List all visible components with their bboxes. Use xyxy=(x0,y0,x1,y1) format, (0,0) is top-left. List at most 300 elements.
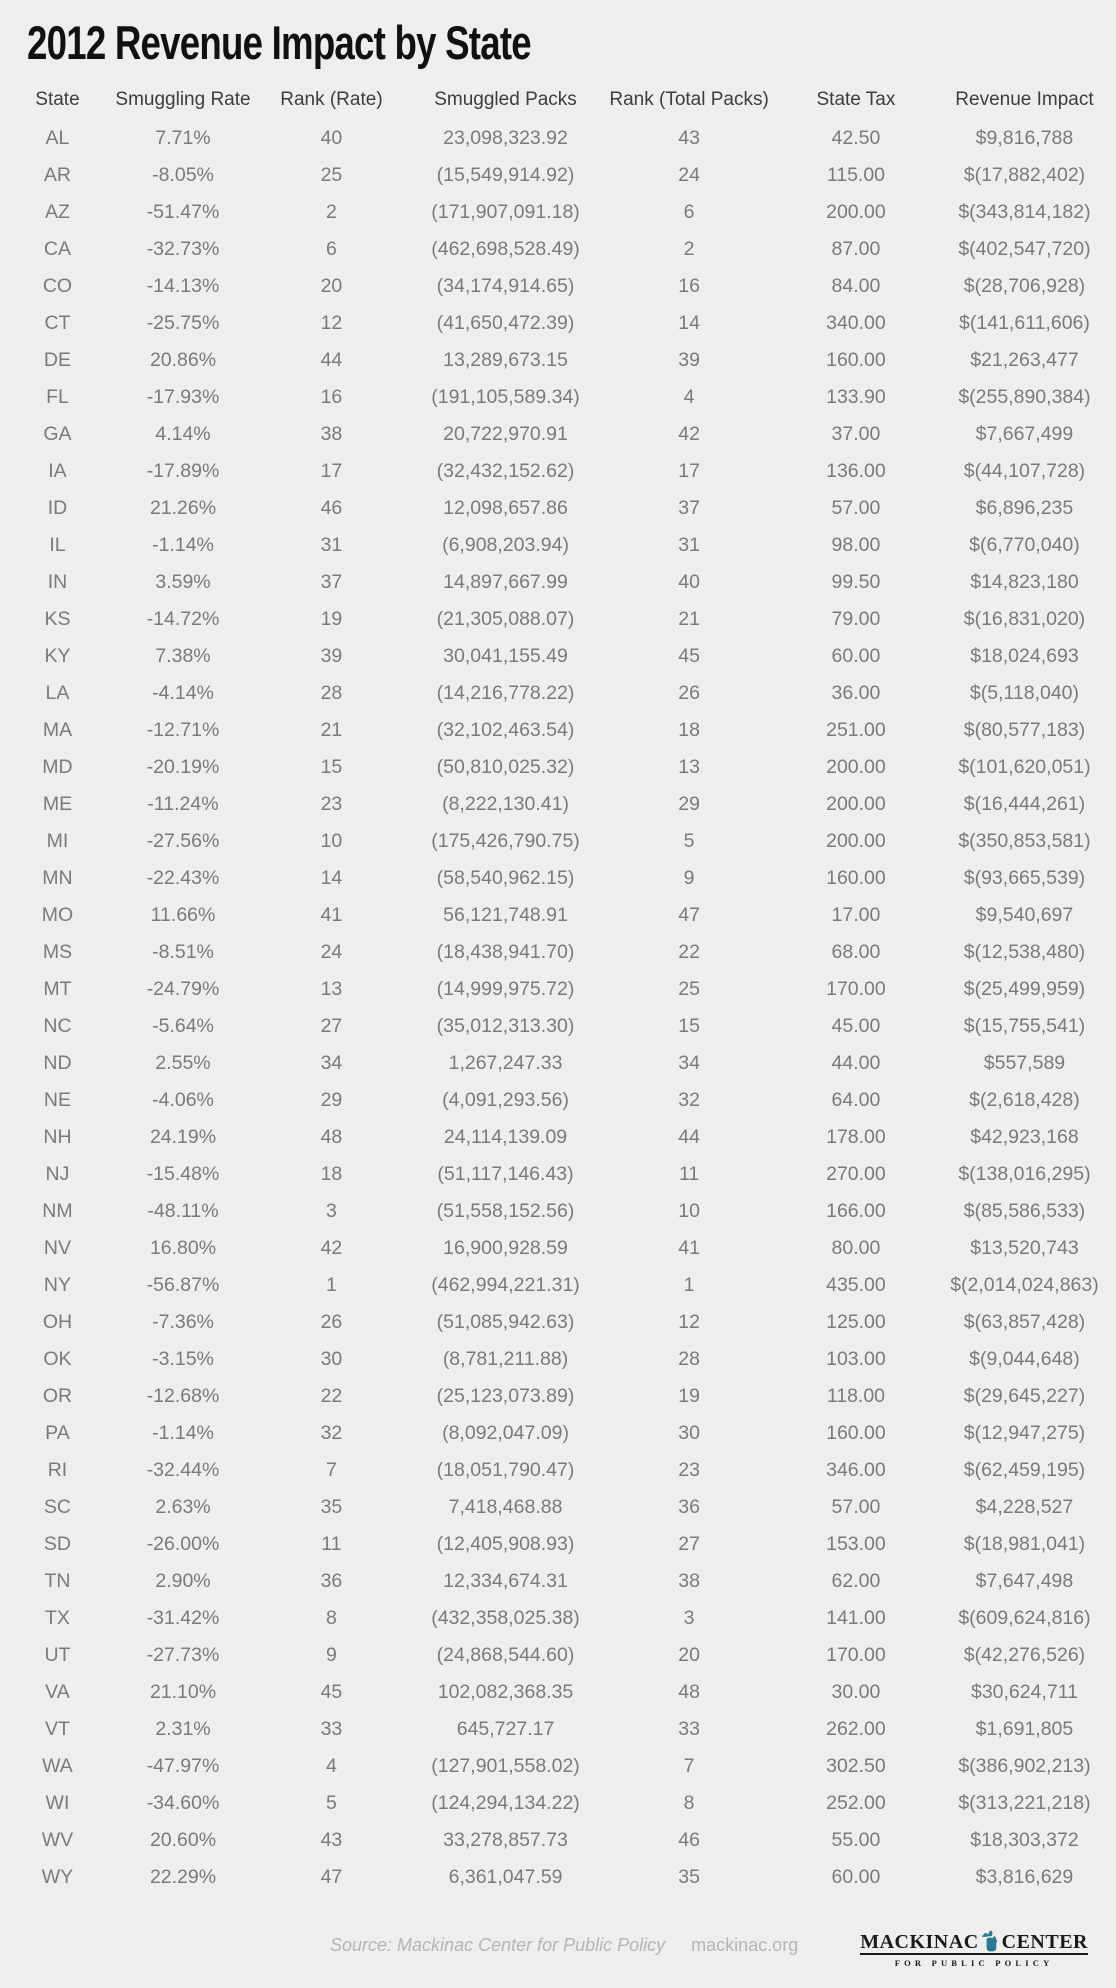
table-row xyxy=(0,786,1116,823)
cell-rank-total-packs: 28 xyxy=(678,1348,700,1370)
table-row xyxy=(0,1674,1116,1711)
cell-rank-total-packs: 10 xyxy=(678,1200,700,1222)
cell-smuggled-packs: 7,418,468.88 xyxy=(448,1496,563,1518)
cell-smuggling-rate: -32.73% xyxy=(146,238,220,260)
cell-smuggled-packs: 24,114,139.09 xyxy=(443,1126,568,1148)
cell-smuggled-packs: (14,216,778.22) xyxy=(436,682,575,704)
cell-rank-rate: 35 xyxy=(320,1496,343,1518)
cell-rank-rate: 45 xyxy=(320,1681,343,1703)
cell-state: IN xyxy=(47,571,68,593)
cell-rank-total-packs: 27 xyxy=(678,1533,700,1555)
table-row xyxy=(0,1859,1116,1896)
cell-state-tax: 200.00 xyxy=(826,830,886,852)
table-row xyxy=(0,527,1116,564)
cell-smuggled-packs: (462,994,221.31) xyxy=(431,1274,580,1296)
cell-rank-rate: 21 xyxy=(320,719,343,741)
cell-smuggled-packs: 1,267,247.33 xyxy=(448,1052,563,1074)
cell-rank-total-packs: 14 xyxy=(678,312,700,334)
cell-state-tax: 118.00 xyxy=(826,1385,886,1407)
cell-smuggling-rate: -8.51% xyxy=(152,941,214,963)
cell-revenue-impact: $(5,118,040) xyxy=(969,682,1080,704)
cell-smuggled-packs: (25,123,073.89) xyxy=(436,1385,575,1407)
cell-revenue-impact: $13,520,743 xyxy=(970,1237,1079,1259)
column-header-state-tax: State Tax xyxy=(816,89,896,110)
cell-smuggled-packs: 14,897,667.99 xyxy=(443,571,568,593)
cell-rank-total-packs: 26 xyxy=(678,682,700,704)
cell-state: MA xyxy=(42,719,73,741)
table-row xyxy=(0,712,1116,749)
cell-state-tax: 200.00 xyxy=(826,201,886,223)
cell-state: TX xyxy=(45,1607,70,1629)
cell-smuggled-packs: (191,105,589.34) xyxy=(431,386,580,408)
cell-smuggling-rate: -12.68% xyxy=(146,1385,220,1407)
cell-state-tax: 60.00 xyxy=(831,1866,881,1888)
cell-smuggling-rate: -12.71% xyxy=(146,719,220,741)
cell-smuggled-packs: (41,650,472.39) xyxy=(436,312,575,334)
cell-revenue-impact: $(9,044,648) xyxy=(969,1348,1080,1370)
cell-smuggled-packs: 20,722,970.91 xyxy=(443,423,568,445)
cell-rank-total-packs: 37 xyxy=(678,497,700,519)
cell-rank-total-packs: 16 xyxy=(678,275,700,297)
cell-smuggled-packs: 33,278,857.73 xyxy=(443,1829,568,1851)
cell-rank-rate: 16 xyxy=(320,386,343,408)
cell-smuggled-packs: 23,098,323.92 xyxy=(443,127,568,149)
cell-state-tax: 153.00 xyxy=(826,1533,886,1555)
cell-revenue-impact: $(12,538,480) xyxy=(963,941,1086,963)
cell-state: MI xyxy=(46,830,69,852)
cell-smuggled-packs: 6,361,047.59 xyxy=(448,1866,563,1888)
cell-state-tax: 64.00 xyxy=(831,1089,881,1111)
michigan-state-icon xyxy=(980,1928,1001,1958)
table-row xyxy=(0,1822,1116,1859)
cell-state-tax: 17.00 xyxy=(831,904,881,926)
cell-state: FL xyxy=(46,386,69,408)
cell-state-tax: 251.00 xyxy=(826,719,886,741)
cell-state-tax: 55.00 xyxy=(831,1829,881,1851)
cell-rank-total-packs: 22 xyxy=(678,941,700,963)
cell-smuggling-rate: -17.89% xyxy=(146,460,220,482)
cell-state-tax: 435.00 xyxy=(826,1274,886,1296)
cell-smuggled-packs: (50,810,025.32) xyxy=(436,756,575,778)
cell-rank-rate: 9 xyxy=(326,1644,337,1666)
cell-rank-total-packs: 35 xyxy=(678,1866,700,1888)
cell-state-tax: 340.00 xyxy=(826,312,886,334)
revenue-impact-table xyxy=(0,80,1116,1896)
table-row xyxy=(0,1193,1116,1230)
table-row xyxy=(0,971,1116,1008)
cell-smuggled-packs: (171,907,091.18) xyxy=(431,201,580,223)
table-row xyxy=(0,1452,1116,1489)
cell-smuggling-rate: 7.38% xyxy=(155,645,211,667)
cell-state: WI xyxy=(45,1792,70,1814)
cell-revenue-impact: $(25,499,959) xyxy=(963,978,1086,1000)
cell-rank-rate: 33 xyxy=(320,1718,343,1740)
cell-rank-total-packs: 42 xyxy=(678,423,700,445)
cell-smuggled-packs: (124,294,134.22) xyxy=(431,1792,580,1814)
cell-smuggling-rate: -14.13% xyxy=(146,275,220,297)
cell-revenue-impact: $(101,620,051) xyxy=(958,756,1091,778)
table-row xyxy=(0,305,1116,342)
cell-state-tax: 68.00 xyxy=(831,941,881,963)
table-row xyxy=(0,1748,1116,1785)
cell-revenue-impact: $9,816,788 xyxy=(975,127,1074,149)
cell-smuggled-packs: (58,540,962.15) xyxy=(436,867,575,889)
cell-state-tax: 270.00 xyxy=(826,1163,886,1185)
cell-smuggling-rate: -51.47% xyxy=(146,201,220,223)
table-row xyxy=(0,268,1116,305)
table-row xyxy=(0,860,1116,897)
cell-state: PA xyxy=(45,1422,70,1444)
table-row xyxy=(0,1563,1116,1600)
cell-state: GA xyxy=(43,423,72,445)
cell-state: KY xyxy=(44,645,71,667)
cell-revenue-impact: $(28,706,928) xyxy=(963,275,1086,297)
cell-rank-total-packs: 34 xyxy=(678,1052,700,1074)
cell-smuggled-packs: 645,727.17 xyxy=(456,1718,555,1740)
cell-state: NY xyxy=(43,1274,72,1296)
cell-smuggled-packs: (14,999,975.72) xyxy=(436,978,575,1000)
cell-state-tax: 30.00 xyxy=(831,1681,881,1703)
cell-state: UT xyxy=(44,1644,71,1666)
source-credit: Source: Mackinac Center for Public Policy xyxy=(330,1934,666,1955)
cell-rank-total-packs: 2 xyxy=(683,238,695,260)
table-row xyxy=(0,1267,1116,1304)
table-row xyxy=(0,416,1116,453)
cell-state: WY xyxy=(41,1866,74,1888)
cell-smuggling-rate: 2.90% xyxy=(155,1570,211,1592)
cell-state-tax: 125.00 xyxy=(826,1311,886,1333)
cell-rank-rate: 22 xyxy=(320,1385,343,1407)
table-row xyxy=(0,823,1116,860)
cell-rank-rate: 29 xyxy=(320,1089,343,1111)
cell-rank-total-packs: 32 xyxy=(678,1089,700,1111)
table-row xyxy=(0,638,1116,675)
cell-rank-total-packs: 5 xyxy=(683,830,695,852)
cell-state: OK xyxy=(43,1348,72,1370)
cell-revenue-impact: $(402,547,720) xyxy=(958,238,1091,260)
cell-rank-rate: 39 xyxy=(320,645,343,667)
cell-smuggling-rate: 20.86% xyxy=(149,349,217,371)
cell-revenue-impact: $(29,645,227) xyxy=(963,1385,1086,1407)
cell-rank-rate: 38 xyxy=(320,423,343,445)
cell-state-tax: 170.00 xyxy=(826,1644,886,1666)
cell-revenue-impact: $(2,014,024,863) xyxy=(950,1274,1099,1296)
cell-rank-total-packs: 41 xyxy=(678,1237,700,1259)
cell-smuggling-rate: 7.71% xyxy=(155,127,211,149)
cell-state: RI xyxy=(47,1459,68,1481)
cell-state: KS xyxy=(44,608,71,630)
cell-revenue-impact: $(255,890,384) xyxy=(958,386,1091,408)
column-header-rank-total-packs: Rank (Total Packs) xyxy=(609,89,769,110)
cell-state-tax: 84.00 xyxy=(831,275,881,297)
cell-rank-total-packs: 12 xyxy=(678,1311,700,1333)
cell-rank-rate: 47 xyxy=(320,1866,343,1888)
cell-rank-total-packs: 6 xyxy=(683,201,695,223)
cell-revenue-impact: $(16,444,261) xyxy=(963,793,1086,815)
cell-rank-total-packs: 31 xyxy=(678,534,700,556)
cell-state: NH xyxy=(43,1126,72,1148)
cell-rank-total-packs: 21 xyxy=(678,608,700,630)
cell-state: LA xyxy=(45,682,70,704)
cell-state-tax: 178.00 xyxy=(826,1126,886,1148)
footer xyxy=(0,1922,1116,1968)
cell-state-tax: 42.50 xyxy=(831,127,881,149)
table-row xyxy=(0,564,1116,601)
cell-state: MN xyxy=(42,867,73,889)
cell-smuggled-packs: 12,098,657.86 xyxy=(443,497,568,519)
cell-smuggled-packs: (51,558,152.56) xyxy=(436,1200,575,1222)
cell-rank-total-packs: 47 xyxy=(678,904,700,926)
cell-smuggled-packs: (4,091,293.56) xyxy=(442,1089,569,1111)
cell-rank-rate: 27 xyxy=(320,1015,343,1037)
cell-smuggling-rate: 3.59% xyxy=(155,571,211,593)
cell-rank-rate: 20 xyxy=(320,275,343,297)
cell-state: VT xyxy=(45,1718,70,1740)
cell-smuggling-rate: -56.87% xyxy=(146,1274,220,1296)
table-row xyxy=(0,379,1116,416)
cell-state-tax: 170.00 xyxy=(826,978,886,1000)
cell-smuggled-packs: 16,900,928.59 xyxy=(443,1237,568,1259)
cell-state: SD xyxy=(43,1533,72,1555)
cell-revenue-impact: $21,263,477 xyxy=(970,349,1079,371)
cell-state-tax: 60.00 xyxy=(831,645,881,667)
cell-rank-total-packs: 40 xyxy=(678,571,700,593)
cell-revenue-impact: $18,303,372 xyxy=(970,1829,1079,1851)
cell-rank-total-packs: 18 xyxy=(678,719,700,741)
cell-state: ME xyxy=(42,793,73,815)
cell-state-tax: 57.00 xyxy=(831,1496,881,1518)
cell-state-tax: 252.00 xyxy=(826,1792,886,1814)
cell-rank-rate: 23 xyxy=(320,793,343,815)
cell-state: WV xyxy=(41,1829,74,1851)
cell-rank-rate: 18 xyxy=(320,1163,343,1185)
cell-state-tax: 346.00 xyxy=(826,1459,886,1481)
cell-rank-total-packs: 23 xyxy=(678,1459,700,1481)
cell-state-tax: 79.00 xyxy=(831,608,881,630)
cell-state: CT xyxy=(44,312,71,334)
table-row xyxy=(0,1045,1116,1082)
cell-rank-total-packs: 25 xyxy=(678,978,700,1000)
cell-revenue-impact: $(2,618,428) xyxy=(969,1089,1080,1111)
cell-state-tax: 57.00 xyxy=(831,497,881,519)
cell-rank-total-packs: 48 xyxy=(678,1681,700,1703)
cell-smuggled-packs: 13,289,673.15 xyxy=(443,349,568,371)
cell-revenue-impact: $(80,577,183) xyxy=(963,719,1086,741)
cell-rank-rate: 24 xyxy=(320,941,343,963)
cell-revenue-impact: $4,228,527 xyxy=(975,1496,1074,1518)
cell-revenue-impact: $14,823,180 xyxy=(970,571,1079,593)
cell-smuggling-rate: -25.75% xyxy=(146,312,220,334)
cell-smuggling-rate: 11.66% xyxy=(150,904,216,926)
cell-rank-total-packs: 19 xyxy=(678,1385,700,1407)
cell-rank-total-packs: 13 xyxy=(678,756,700,778)
cell-revenue-impact: $557,589 xyxy=(983,1052,1066,1074)
cell-state-tax: 302.50 xyxy=(826,1755,886,1777)
cell-state-tax: 262.00 xyxy=(826,1718,886,1740)
cell-revenue-impact: $6,896,235 xyxy=(975,497,1074,519)
table-row xyxy=(0,1600,1116,1637)
cell-rank-rate: 41 xyxy=(320,904,343,926)
cell-rank-rate: 3 xyxy=(326,1200,337,1222)
cell-revenue-impact: $(16,831,020) xyxy=(963,608,1086,630)
cell-rank-rate: 26 xyxy=(320,1311,343,1333)
cell-revenue-impact: $1,691,805 xyxy=(975,1718,1074,1740)
table-row xyxy=(0,453,1116,490)
cell-rank-total-packs: 4 xyxy=(683,386,695,408)
cell-state-tax: 160.00 xyxy=(826,349,886,371)
table-row xyxy=(0,342,1116,379)
cell-smuggling-rate: -24.79% xyxy=(146,978,220,1000)
cell-rank-total-packs: 7 xyxy=(683,1755,695,1777)
cell-rank-total-packs: 9 xyxy=(683,867,695,889)
cell-smuggled-packs: (32,432,152.62) xyxy=(436,460,575,482)
cell-state-tax: 87.00 xyxy=(831,238,881,260)
cell-state: NE xyxy=(43,1089,72,1111)
cell-smuggling-rate: 16.80% xyxy=(149,1237,217,1259)
cell-smuggling-rate: 21.10% xyxy=(149,1681,217,1703)
cell-rank-rate: 40 xyxy=(320,127,343,149)
column-header-rank-rate: Rank (Rate) xyxy=(280,89,383,110)
cell-smuggling-rate: -22.43% xyxy=(146,867,220,889)
cell-rank-total-packs: 38 xyxy=(678,1570,700,1592)
cell-rank-rate: 1 xyxy=(326,1274,337,1296)
cell-rank-total-packs: 43 xyxy=(678,127,700,149)
table-row xyxy=(0,1119,1116,1156)
cell-smuggled-packs: (18,051,790.47) xyxy=(436,1459,575,1481)
cell-smuggled-packs: (34,174,914.65) xyxy=(436,275,575,297)
mackinac-center-logo[interactable] xyxy=(860,1922,1088,1968)
cell-state: AR xyxy=(43,164,72,186)
cell-state-tax: 115.00 xyxy=(826,164,886,186)
cell-smuggling-rate: -14.72% xyxy=(146,608,220,630)
cell-rank-total-packs: 30 xyxy=(678,1422,700,1444)
cell-rank-rate: 10 xyxy=(320,830,343,852)
cell-smuggled-packs: (24,868,544.60) xyxy=(436,1644,575,1666)
column-header-revenue-impact: Revenue Impact xyxy=(955,89,1094,110)
cell-state-tax: 36.00 xyxy=(831,682,881,704)
cell-state: IA xyxy=(48,460,67,482)
cell-smuggling-rate: -1.14% xyxy=(152,1422,214,1444)
cell-revenue-impact: $30,624,711 xyxy=(970,1681,1078,1703)
cell-revenue-impact: $3,816,629 xyxy=(975,1866,1074,1888)
cell-smuggling-rate: -27.73% xyxy=(146,1644,220,1666)
cell-rank-rate: 46 xyxy=(320,497,343,519)
table-body xyxy=(0,120,1116,1896)
table-row xyxy=(0,601,1116,638)
cell-smuggled-packs: (12,405,908.93) xyxy=(436,1533,575,1555)
cell-rank-rate: 4 xyxy=(326,1755,337,1777)
cell-smuggled-packs: (51,085,942.63) xyxy=(436,1311,575,1333)
table-row xyxy=(0,1415,1116,1452)
cell-revenue-impact: $(93,665,539) xyxy=(963,867,1086,889)
cell-smuggling-rate: -34.60% xyxy=(146,1792,220,1814)
cell-revenue-impact: $(15,755,541) xyxy=(963,1015,1086,1037)
cell-rank-total-packs: 3 xyxy=(683,1607,695,1629)
cell-revenue-impact: $(141,611,606) xyxy=(959,312,1090,334)
cell-state: CO xyxy=(42,275,73,297)
cell-revenue-impact: $7,667,499 xyxy=(975,423,1074,445)
cell-rank-rate: 28 xyxy=(320,682,343,704)
cell-state: NM xyxy=(42,1200,73,1222)
cell-smuggling-rate: 24.19% xyxy=(149,1126,217,1148)
cell-smuggled-packs: (51,117,146.43) xyxy=(437,1163,574,1185)
table-row xyxy=(0,1156,1116,1193)
cell-smuggled-packs: (462,698,528.49) xyxy=(431,238,580,260)
cell-state: ND xyxy=(43,1052,72,1074)
table-row xyxy=(0,897,1116,934)
cell-rank-rate: 11 xyxy=(321,1533,342,1555)
cell-rank-total-packs: 39 xyxy=(678,349,700,371)
cell-state: MS xyxy=(42,941,73,963)
cell-rank-rate: 48 xyxy=(320,1126,343,1148)
cell-state-tax: 136.00 xyxy=(826,460,886,482)
cell-rank-total-packs: 44 xyxy=(678,1126,700,1148)
cell-rank-rate: 6 xyxy=(326,238,337,260)
table-row xyxy=(0,194,1116,231)
cell-rank-rate: 17 xyxy=(320,460,343,482)
table-row xyxy=(0,231,1116,268)
cell-revenue-impact: $(350,853,581) xyxy=(958,830,1091,852)
cell-state-tax: 44.00 xyxy=(831,1052,881,1074)
cell-smuggling-rate: -8.05% xyxy=(152,164,214,186)
cell-smuggling-rate: -27.56% xyxy=(146,830,220,852)
cell-revenue-impact: $(44,107,728) xyxy=(963,460,1086,482)
cell-smuggled-packs: (32,102,463.54) xyxy=(436,719,575,741)
cell-state: NC xyxy=(43,1015,72,1037)
cell-smuggling-rate: 22.29% xyxy=(149,1866,217,1888)
cell-smuggled-packs: 56,121,748.91 xyxy=(443,904,568,926)
cell-state: TN xyxy=(44,1570,71,1592)
cell-rank-rate: 14 xyxy=(320,867,343,889)
cell-rank-rate: 12 xyxy=(320,312,343,334)
page-title xyxy=(0,0,1116,70)
cell-rank-rate: 36 xyxy=(320,1570,343,1592)
cell-state-tax: 103.00 xyxy=(826,1348,886,1370)
cell-state-tax: 98.00 xyxy=(831,534,881,556)
cell-state: IL xyxy=(49,534,66,556)
cell-smuggled-packs: (8,092,047.09) xyxy=(442,1422,569,1444)
cell-revenue-impact: $(17,882,402) xyxy=(963,164,1086,186)
table-row xyxy=(0,1526,1116,1563)
cell-state: AZ xyxy=(45,201,70,223)
cell-smuggling-rate: -5.64% xyxy=(152,1015,214,1037)
cell-state: WA xyxy=(42,1755,73,1777)
cell-rank-rate: 32 xyxy=(320,1422,343,1444)
website-link[interactable]: mackinac.org xyxy=(691,1934,799,1955)
logo-text-center: CENTER xyxy=(1001,1931,1088,1953)
cell-rank-rate: 19 xyxy=(320,608,343,630)
table-row xyxy=(0,1378,1116,1415)
table-row xyxy=(0,490,1116,527)
cell-revenue-impact: $(42,276,526) xyxy=(963,1644,1086,1666)
cell-smuggling-rate: 2.55% xyxy=(155,1052,211,1074)
cell-smuggling-rate: -31.42% xyxy=(146,1607,220,1629)
column-header-smuggled-packs: Smuggled Packs xyxy=(434,89,577,110)
cell-smuggled-packs: (15,549,914.92) xyxy=(436,164,575,186)
cell-revenue-impact: $(343,814,182) xyxy=(958,201,1091,223)
column-header-state: State xyxy=(35,89,80,110)
cell-smuggling-rate: -1.14% xyxy=(152,534,214,556)
table-row xyxy=(0,120,1116,157)
cell-revenue-impact: $(85,586,533) xyxy=(963,1200,1086,1222)
cell-rank-total-packs: 17 xyxy=(678,460,700,482)
cell-rank-rate: 5 xyxy=(326,1792,337,1814)
cell-smuggling-rate: -7.36% xyxy=(152,1311,214,1333)
cell-smuggling-rate: 4.14% xyxy=(155,423,211,445)
cell-state: MO xyxy=(41,904,74,926)
cell-smuggling-rate: -11.24% xyxy=(147,793,219,815)
cell-revenue-impact: $(62,459,195) xyxy=(963,1459,1086,1481)
